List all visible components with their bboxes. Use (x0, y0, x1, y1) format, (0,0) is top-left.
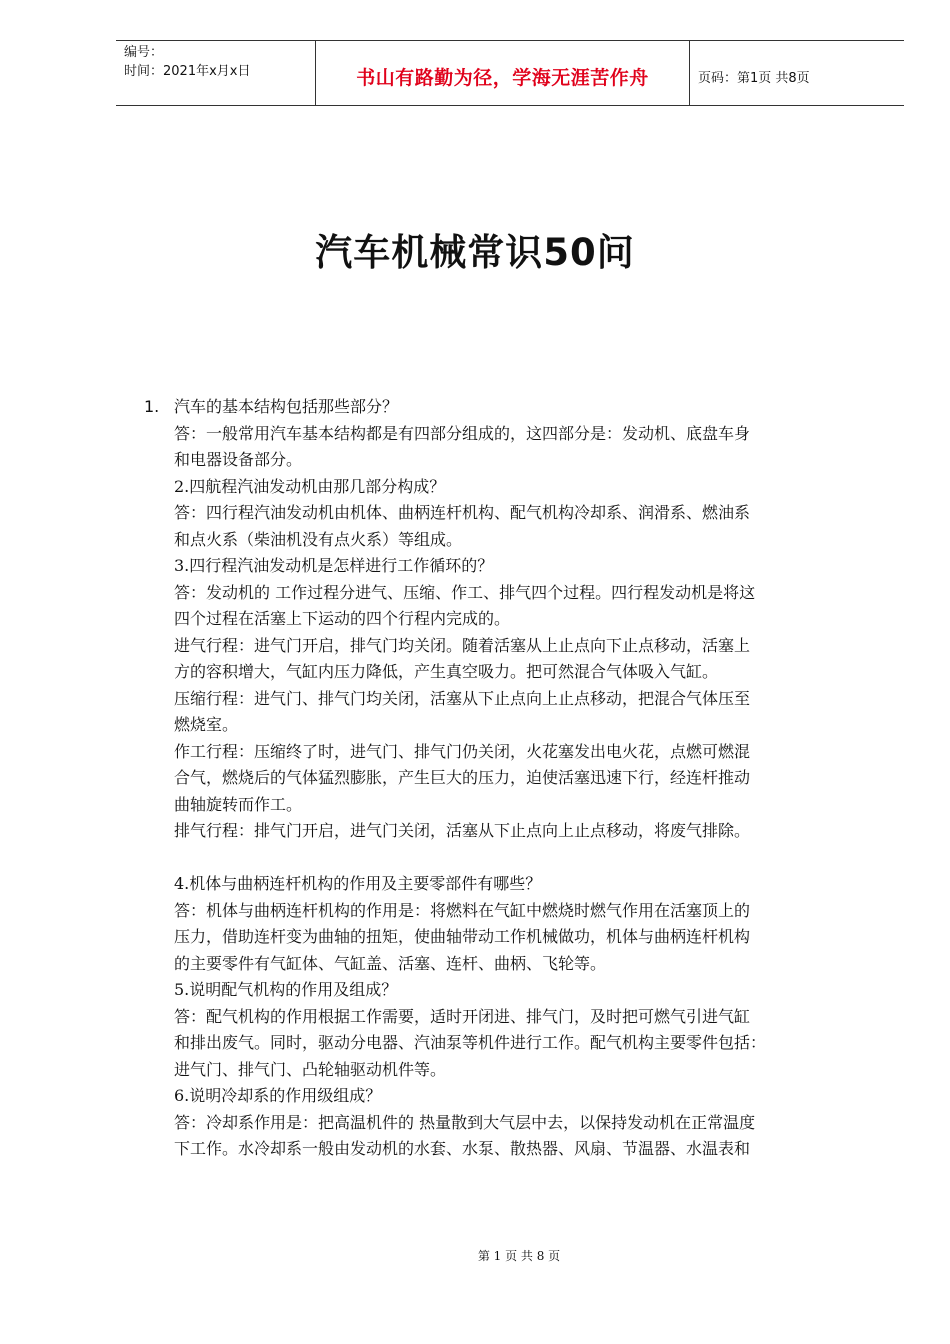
body-line: 和点火系（柴油机没有点火系）等组成。 (174, 529, 463, 549)
body-line: 合气，燃烧后的气体猛烈膨胀，产生巨大的压力，迫使活塞迅速下行，经连杆推动 (174, 768, 751, 787)
body-line: 四个过程在活塞上下运动的四个行程内完成的。 (174, 609, 511, 628)
body-line: 压缩行程：进气门、排气门均关闭，活塞从下止点向上止点移动，把混合气体压至 (174, 688, 751, 708)
body-line: 答：四行程汽油发动机由机体、曲柄连杆机构、配气机构冷却系、润滑系、燃油系 (174, 503, 751, 522)
header-page-cell (690, 41, 904, 105)
body-line: 曲轴旋转而作工。 (174, 794, 303, 814)
body-line: 方的容积增大，气缸内压力降低，产生真空吸力。把可然混合气体吸入气缸。 (174, 662, 719, 681)
number-label: 编号： (124, 45, 164, 60)
question-1 (144, 394, 874, 421)
time-label: 时间：2021年x月x日 (124, 64, 251, 79)
body-line: 答：一般常用汽车基本结构都是有四部分组成的，这四部分是：发动机、底盘车身 (174, 423, 751, 443)
question-1-text: 汽车的基本结构包括那些部分？ (174, 397, 399, 416)
question-2: 2.四航程汽油发动机由那几部分构成？ (174, 476, 446, 496)
body-line: 压力，借助连杆变为曲轴的扭矩，使曲轴带动工作机械做功，机体与曲柄连杆机构 (174, 927, 751, 946)
body-line: 答：配气机构的作用根据工作需要，适时开闭进、排气门，及时把可燃气引进气缸 (174, 1006, 751, 1026)
question-1-number: 1. (144, 397, 160, 416)
header-motto-cell (316, 41, 690, 105)
body-line: 的主要零件有气缸体、气缸盖、活塞、连杆、曲柄、飞轮等。 (174, 953, 607, 973)
header-meta-cell (116, 41, 316, 105)
question-4: 4.机体与曲柄连杆机构的作用及主要零部件有哪些？ (174, 874, 542, 893)
document-title: 汽车机械常识50问 (315, 231, 635, 274)
body-line: 下工作。水冷却系一般由发动机的水套、水泵、散热器、风扇、节温器、水温表和 (174, 1139, 751, 1158)
page-footer (0, 1247, 950, 1264)
body-line: 排气行程：排气门开启，进气门关闭，活塞从下止点向上止点移动，将废气排除。 (174, 821, 751, 840)
motto-text: 书山有路勤为径，学海无涯苦作舟 (356, 66, 649, 89)
body-line: 答：机体与曲柄连杆机构的作用是：将燃料在气缸中燃烧时燃气作用在活塞顶上的 (174, 900, 751, 920)
page-info: 页码：第1页 共8页 (698, 70, 810, 86)
body-line: 进气行程：进气门开启，排气门均关闭。随着活塞从上止点向下止点移动，活塞上 (174, 635, 751, 655)
body-line: 答：发动机的 工作过程分进气、压缩、作工、排气四个过程。四行程发动机是将这 (174, 582, 756, 602)
footer-page-number: 第 1 页 共 8 页 (477, 1249, 561, 1263)
question-5: 5.说明配气机构的作用及组成？ (174, 980, 398, 999)
blank-line (174, 845, 874, 872)
question-6: 6.说明冷却系的作用级组成？ (174, 1086, 382, 1105)
document-header (116, 40, 904, 106)
body-line: 进气门、排气门、凸轮轴驱动机件等。 (174, 1059, 447, 1079)
question-3: 3.四行程汽油发动机是怎样进行工作循环的？ (174, 556, 494, 575)
body-line: 作工行程：压缩终了时，进气门、排气门仍关闭，火花塞发出电火花，点燃可燃混 (174, 741, 751, 761)
body-line: 答：冷却系作用是：把高温机件的 热量散到大气层中去，以保持发动机在正常温度 (174, 1112, 756, 1132)
document-body (144, 394, 874, 1163)
body-line: 和电器设备部分。 (174, 450, 303, 469)
body-line: 和排出废气。同时，驱动分电器、汽油泵等机件进行工作。配气机构主要零件包括： (174, 1033, 767, 1052)
body-line: 燃烧室。 (174, 715, 239, 734)
